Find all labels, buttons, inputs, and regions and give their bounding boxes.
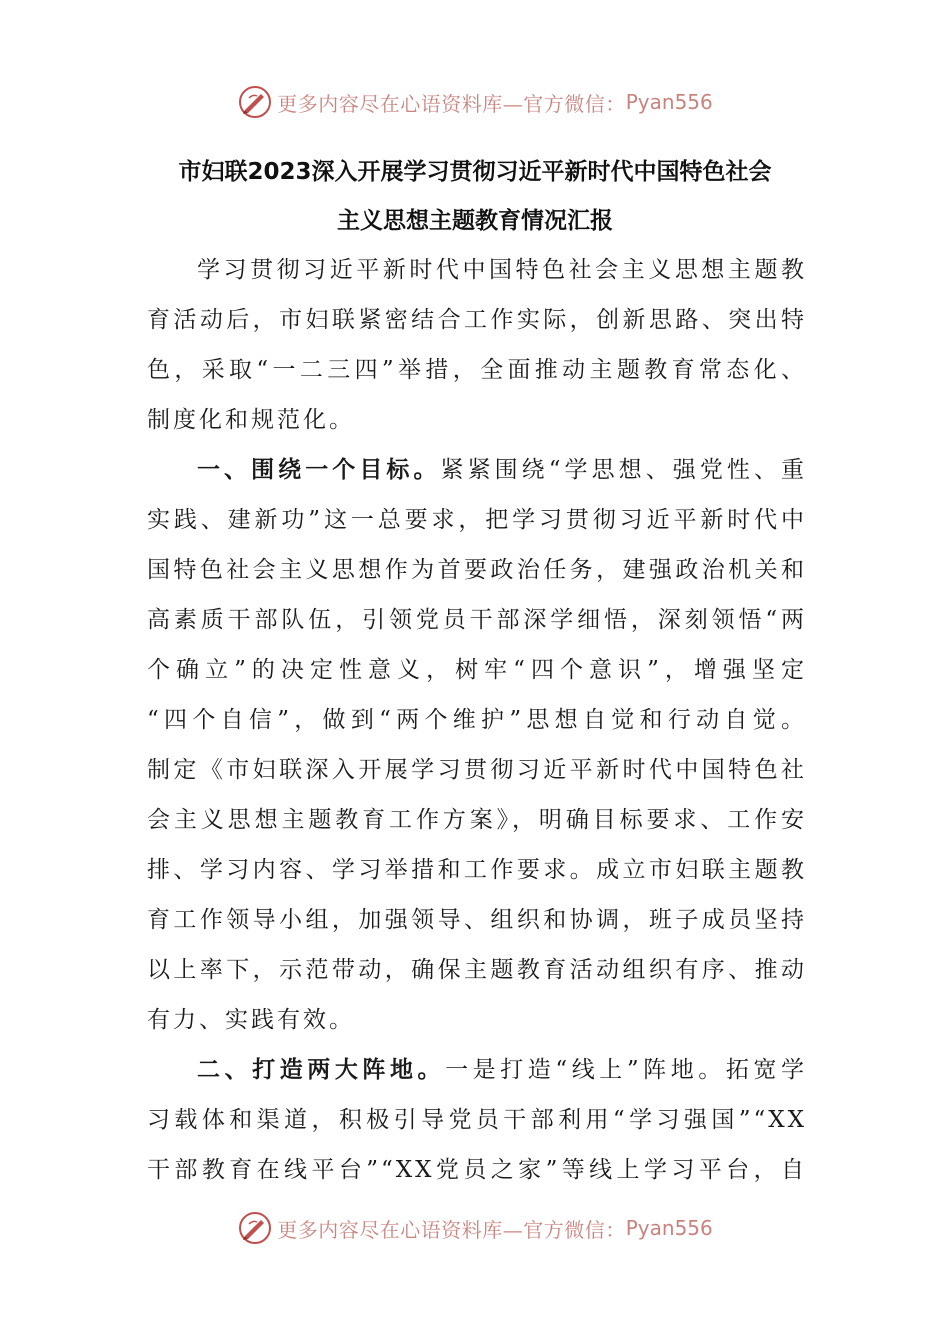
banner-wechat-id: Pyan556 [625, 1216, 713, 1240]
text-line: 育活动后，市妇联紧密结合工作实际，创新思路、突出特 [147, 307, 807, 333]
text-span: 紧紧围绕“学思想、强党性、重 [440, 457, 808, 483]
text-line: 会主义思想主题教育工作方案》，明确目标要求、工作安 [147, 807, 807, 833]
document-title-line-1: 市妇联2023深入开展学习贯彻习近平新时代中国特色社会 [178, 159, 772, 185]
text-line: “四个自信”，做到“两个维护”思想自觉和行动自觉。 [147, 707, 807, 733]
pen-logo-icon [237, 1210, 273, 1246]
paragraph-goal [147, 445, 807, 1045]
text-line: 高素质干部队伍，引领党员干部深学细悟，深刻领悟“两 [147, 607, 807, 633]
text-line: 制度化和规范化。 [147, 407, 355, 433]
section-heading-2: 二、打造两大阵地。 [197, 1057, 446, 1083]
paragraph-positions [147, 1045, 807, 1195]
paragraph-intro [147, 245, 807, 445]
text-line: 个确立”的决定性意义，树牢“四个意识”，增强坚定 [147, 657, 807, 683]
text-line: 国特色社会主义思想作为首要政治任务，建强政治机关和 [147, 557, 807, 583]
banner-wechat-id: Pyan556 [625, 90, 713, 114]
banner-text: 更多内容尽在心语资料库—官方微信： [277, 1217, 626, 1242]
text-span: 一是打造“线上”阵地。拓宽学 [445, 1057, 807, 1083]
text-line: 有力、实践有效。 [147, 1007, 355, 1033]
text-line: 习载体和渠道，积极引导党员干部利用“学习强国”“XX [147, 1107, 807, 1133]
text-line: 色，采取“一二三四”举措，全面推动主题教育常态化、 [147, 357, 807, 383]
section-heading-1: 一、围绕一个目标。 [197, 457, 441, 483]
text-line [147, 1045, 807, 1095]
document-title-line-2: 主义思想主题教育情况汇报 [337, 208, 613, 234]
text-line: 育工作领导小组，加强领导、组织和协调，班子成员坚持 [147, 907, 807, 933]
header-watermark-banner [0, 82, 950, 122]
text-line: 制定《市妇联深入开展学习贯彻习近平新时代中国特色社 [147, 757, 807, 783]
banner-text: 更多内容尽在心语资料库—官方微信： [277, 91, 626, 116]
pen-logo-icon [237, 84, 273, 120]
text-line: 实践、建新功”这一总要求，把学习贯彻习近平新时代中 [147, 507, 807, 533]
footer-watermark-banner [0, 1208, 950, 1248]
text-line: 以上率下，示范带动，确保主题教育活动组织有序、推动 [147, 957, 807, 983]
text-line [147, 445, 807, 495]
text-line: 干部教育在线平台”“XX党员之家”等线上学习平台，自 [147, 1157, 807, 1183]
text-line: 排、学习内容、学习举措和工作要求。成立市妇联主题教 [147, 857, 807, 883]
document-body [147, 245, 807, 1195]
text-line: 学习贯彻习近平新时代中国特色社会主义思想主题教 [197, 257, 807, 283]
